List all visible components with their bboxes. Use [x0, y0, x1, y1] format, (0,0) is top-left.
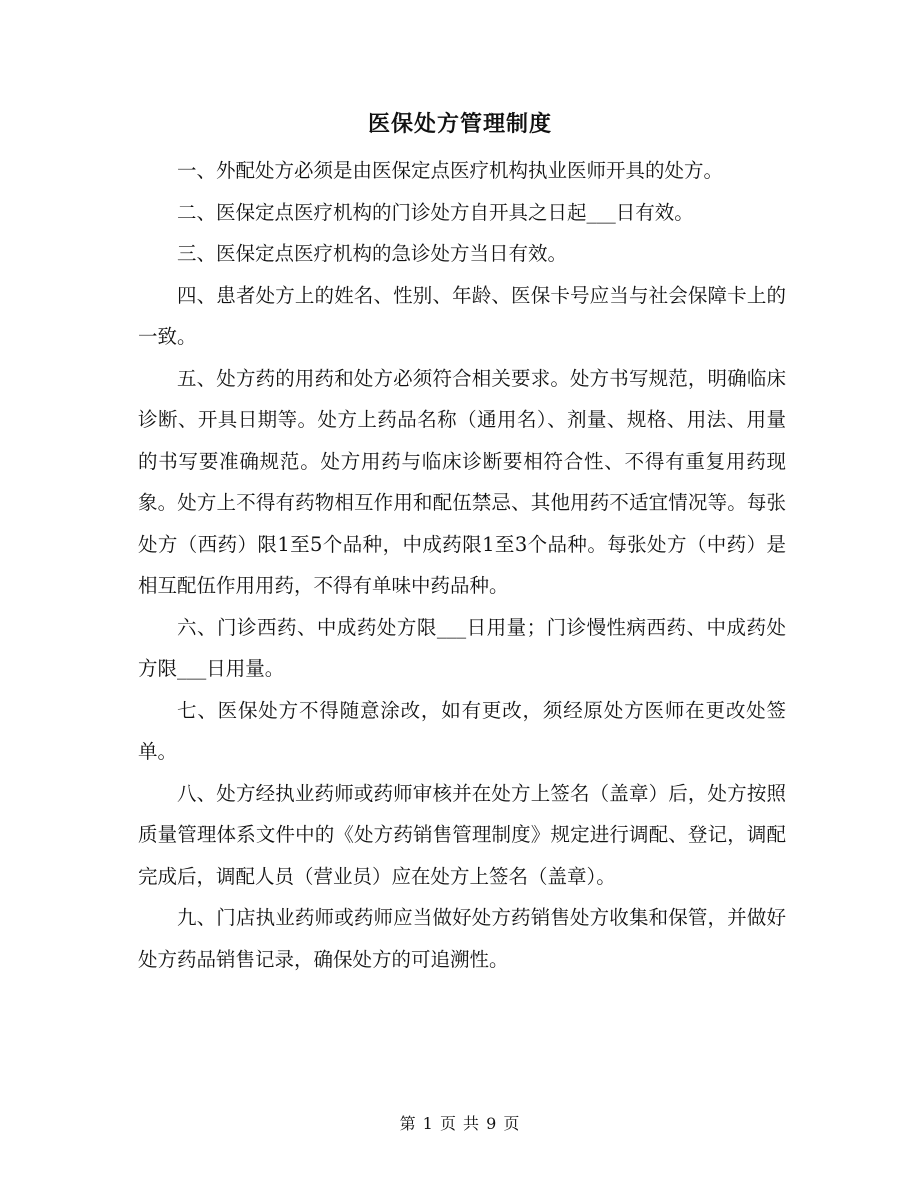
document-body — [138, 150, 786, 980]
document-title: 医保处方管理制度 — [367, 111, 552, 137]
paragraph-8: 八、处方经执业药师或药师审核并在处方上签名（盖章）后，处方按照质量管理体系文件中的《处方药销售管理制度》规定进行调配、登记，调配完成后，调配人员（营业员）应在处方上签名（盖章）。 — [138, 781, 786, 888]
paragraph-7: 七、医保处方不得随意涂改，如有更改，须经原处方医师在更改处签单。 — [138, 698, 786, 763]
paragraph-2: 二、医保定点医疗机构的门诊处方自开具之日起___日有效。 — [177, 200, 694, 224]
paragraph-4: 四、患者处方上的姓名、性别、年龄、医保卡号应当与社会保障卡上的一致。 — [138, 283, 786, 348]
paragraph-6: 六、门诊西药、中成药处方限___日用量；门诊慢性病西药、中成药处方限___日用量。 — [138, 615, 786, 680]
paragraph-5: 五、处方药的用药和处方必须符合相关要求。处方书写规范，明确临床诊断、开具日期等。处方上药品名称（通用名）、剂量、规格、用法、用量的书写要准确规范。处方用药与临床诊断要相符合性、不得有重复用药现象。处方上不得有药物相互作用和配伍禁忌、其他用药不适宜情况等。每张处方（西药）限1至5个品种，中成药限1至3个品种。每张处方（中药）是相互配伍作用用药，不得有单味中药品种。 — [138, 366, 786, 597]
page-number: 第 1 页 共 9 页 — [399, 1114, 521, 1133]
paragraph-9: 九、门店执业药师或药师应当做好处方药销售处方收集和保管，并做好处方药品销售记录，确保处方的可追溯性。 — [138, 906, 786, 971]
paragraph-3: 三、医保定点医疗机构的急诊处方当日有效。 — [177, 242, 568, 265]
paragraph-1: 一、外配处方必须是由医保定点医疗机构执业医师开具的处方。 — [177, 159, 724, 182]
